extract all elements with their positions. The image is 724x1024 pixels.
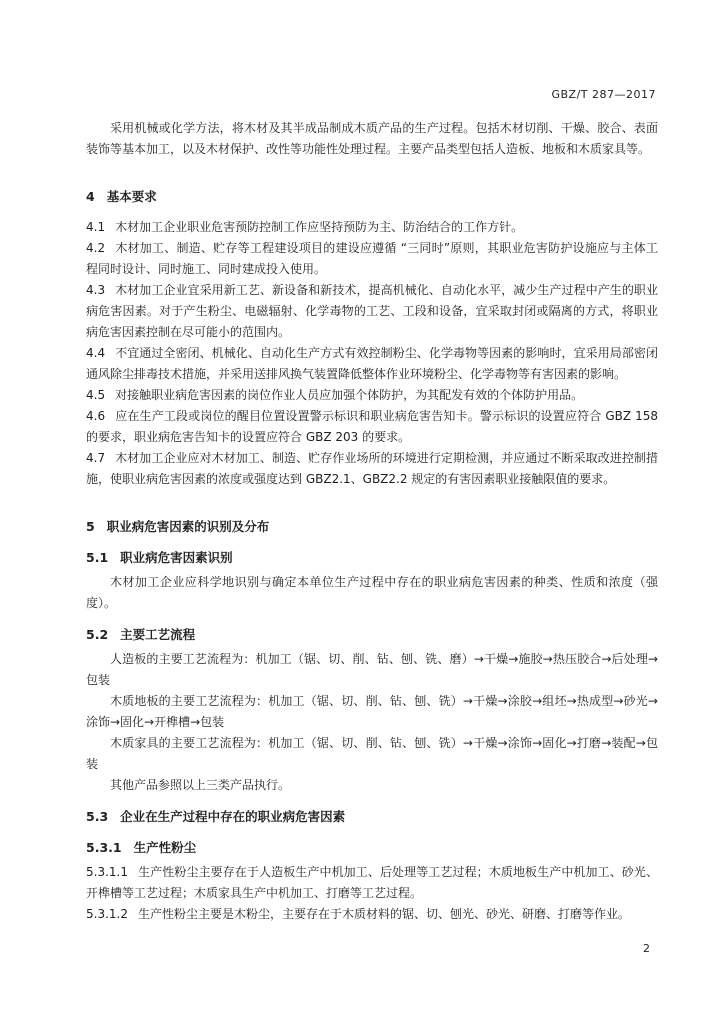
subsection-number: 5.2 (86, 627, 109, 642)
subsection-title: 职业病危害因素识别 (120, 550, 233, 565)
subsection-title: 主要工艺流程 (120, 627, 196, 642)
clause-4-3 (86, 280, 658, 343)
clause-4-1 (86, 217, 658, 238)
clause-number: 5.3.1.2 (86, 907, 128, 921)
section-4-heading (86, 186, 658, 207)
process-flow-other: 其他产品参照以上三类产品执行。 (110, 778, 291, 792)
section-5-2-heading (86, 624, 658, 645)
clause-text: 木材加工企业应对木材加工、制造、贮存作业场所的环境进行定期检测，并应通过不断采取改进控制措施，使职业病危害因素的浓度或强度达到 GBZ2.1、GBZ2.2 规定的有害因素职业接触限值的要求。 (86, 451, 658, 486)
clause-number: 4.2 (86, 241, 106, 255)
clause-4-7 (86, 448, 658, 490)
subsection-title: 生产性粉尘 (133, 840, 197, 855)
process-flow-panel: 人造板的主要工艺流程为：机加工（锯、切、削、钻、刨、铣、磨）→干燥→施胶→热压胶合→后处理→包装 (86, 652, 658, 687)
section-5-1-text: 木材加工企业应科学地识别与确定本单位生产过程中存在的职业病危害因素的种类、性质和浓度（强度）。 (86, 575, 658, 610)
subsection-number: 5.1 (86, 550, 109, 565)
subsection-title: 企业在生产过程中存在的职业病危害因素 (120, 809, 346, 824)
clause-number: 4.7 (86, 451, 106, 465)
clause-number: 4.5 (86, 388, 106, 402)
clause-4-5 (86, 385, 658, 406)
clause-number: 4.3 (86, 283, 106, 297)
page-number: 2 (643, 942, 650, 955)
clause-4-2 (86, 238, 658, 280)
clause-text: 生产性粉尘主要存在于人造板生产中机加工、后处理等工艺过程；木质地板生产中机加工、砂光、开榫槽等工艺过程；木质家具生产中机加工、打磨等工艺过程。 (86, 865, 658, 900)
section-5-3-1-heading (86, 837, 658, 858)
clause-text: 木材加工企业宜采用新工艺、新设备和新技术，提高机械化、自动化水平，减少生产过程中产生的职业病危害因素。对于产生粉尘、电磁辐射、化学毒物的工艺、工段和设备，宜采取封闭或隔离的方式，将职业病危害因素控制在尽可能小的范围内。 (86, 283, 658, 339)
section-5-3-heading (86, 806, 658, 827)
section-title: 基本要求 (106, 189, 157, 204)
clause-number: 4.6 (86, 409, 106, 423)
process-flow-furniture: 木质家具的主要工艺流程为：机加工（锯、切、削、钻、刨、铣）→干燥→涂饰→固化→打磨→装配→包装 (86, 736, 658, 771)
clause-5-3-1-2 (86, 904, 658, 925)
clause-text: 对接触职业病危害因素的岗位作业人员应加强个体防护，为其配发有效的个体防护用品。 (115, 388, 584, 402)
section-number: 5 (86, 519, 95, 534)
section-number: 4 (86, 189, 95, 204)
clause-number: 5.3.1.1 (86, 865, 128, 879)
clause-text: 生产性粉尘主要是木粉尘，主要存在于木质材料的锯、切、刨光、砂光、研磨、打磨等作业。 (137, 907, 630, 921)
clause-4-4 (86, 343, 658, 385)
section-5-1-heading (86, 547, 658, 568)
subsection-number: 5.3 (86, 809, 109, 824)
standard-code: GBZ/T 287—2017 (551, 88, 656, 101)
clause-4-6 (86, 406, 658, 448)
subsection-number: 5.3.1 (86, 840, 122, 855)
clause-text: 不宜通过全密闭、机械化、自动化生产方式有效控制粉尘、化学毒物等因素的影响时，宜采用局部密闭通风除尘排毒技术措施，并采用送排风换气装置降低整体作业环境粉尘、化学毒物等有害因素的影响。 (86, 346, 658, 381)
clause-text: 应在生产工段或岗位的醒目位置设置警示标识和职业病危害告知卡。警示标识的设置应符合 GBZ 158 的要求，职业病危害告知卡的设置应符合 GBZ 203 的要求。 (86, 409, 658, 444)
clause-5-3-1-1 (86, 862, 658, 904)
clause-number: 4.4 (86, 346, 106, 360)
clause-text: 木材加工、制造、贮存等工程建设项目的建设应遵循 “三同时”原则，其职业危害防护设施应与主体工程同时设计、同时施工、同时建成投入使用。 (86, 241, 658, 276)
section-title: 职业病危害因素的识别及分布 (106, 519, 270, 534)
intro-paragraph: 采用机械或化学方法，将木材及其半成品制成木质产品的生产过程。包括木材切削、干燥、胶合、表面装饰等基本加工，以及木材保护、改性等功能性处理过程。主要产品类型包括人造板、地板和木质家具等。 (86, 121, 658, 156)
section-5-heading (86, 516, 658, 537)
clause-text: 木材加工企业职业危害预防控制工作应坚持预防为主、防治结合的工作方针。 (115, 220, 524, 234)
document-body (86, 118, 658, 925)
process-flow-floor: 木质地板的主要工艺流程为：机加工（锯、切、削、钻、刨、铣）→干燥→涂胶→组坯→热成型→砂光→涂饰→固化→开榫槽→包装 (86, 694, 658, 729)
clause-number: 4.1 (86, 220, 106, 234)
